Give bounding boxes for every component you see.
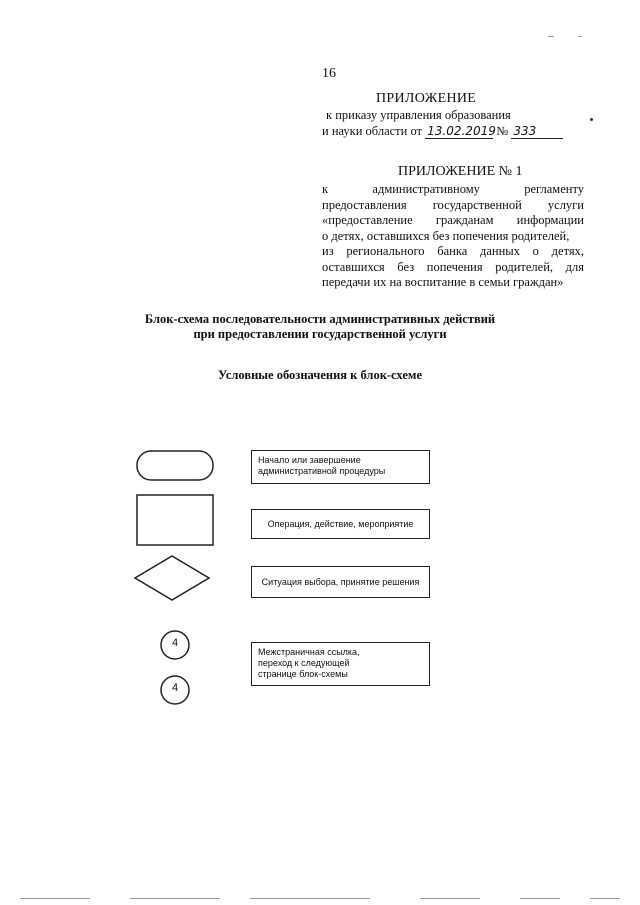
scan-mark (420, 898, 480, 899)
legend-decision-text: Ситуация выбора, принятие решения (261, 576, 420, 587)
connector-label: 4 (171, 637, 179, 649)
scan-mark (520, 898, 560, 899)
scan-mark (590, 898, 620, 899)
scan-speck (590, 118, 593, 121)
regulation-line: предоставления государственной услуги (322, 197, 584, 212)
legend-process-label (251, 509, 430, 539)
legend-terminator-label: Начало или завершение административной процедуры (251, 450, 430, 484)
regulation-line: оставшихся без попечения родителей, для (322, 259, 584, 274)
appendix-number-sign: № (496, 124, 509, 138)
regulation-line: о детях, оставшихся без попечения родителей, (322, 228, 570, 243)
appendix-line-1: к приказу управления образования (326, 108, 511, 122)
appendix-title: ПРИЛОЖЕНИЕ (376, 91, 477, 106)
scan-mark (20, 898, 90, 899)
legend-decision-label (251, 566, 430, 598)
appendix-line-2-prefix: и науки области от (322, 124, 423, 138)
flowchart-heading-line-2: при предоставлении государственной услуги (193, 327, 447, 341)
scan-mark (578, 36, 582, 37)
scan-mark (130, 898, 220, 899)
scan-mark (548, 36, 554, 37)
process-shape (137, 495, 213, 545)
flowchart-heading-line-1: Блок-схема последовательности административных действий (144, 312, 496, 326)
appendix-date: 13.02.2019 (427, 124, 496, 138)
regulation-line: к административному регламенту (322, 182, 584, 196)
legend-title: Условные обозначения к блок-схеме (218, 368, 422, 382)
terminator-shape (137, 451, 213, 480)
regulation-line: из регионального банка данных о детях, (322, 244, 584, 258)
regulation-line: передачи их на воспитание в семьи граждан» (322, 275, 564, 289)
legend-connector-label: Межстраничная ссылка, переход к следующей странице блок-схемы (251, 642, 430, 686)
appendix-number: 333 (511, 125, 563, 139)
legend-process-text: Операция, действие, мероприятие (267, 518, 414, 529)
page-number: 16 (322, 66, 336, 81)
appendix1-title: ПРИЛОЖЕНИЕ № 1 (398, 164, 523, 179)
scan-mark (250, 898, 370, 899)
connector-label: 4 (171, 682, 179, 694)
regulation-line: «предоставление гражданам информации (322, 213, 584, 227)
decision-shape (135, 556, 209, 600)
